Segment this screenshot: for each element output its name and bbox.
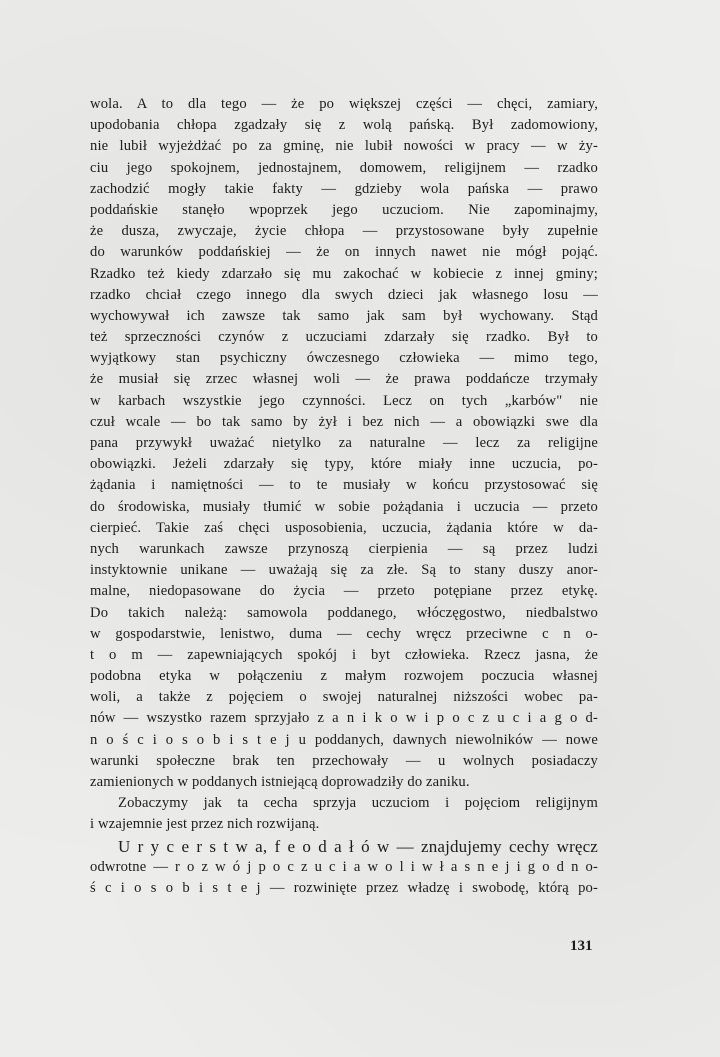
text-line: pana przywykł uważać nietylko za naturalne — lecz za religijne (90, 435, 598, 451)
text-line: czuł wcale — bo tak samo by żył i bez nich — a obowiązki swe dla (90, 413, 598, 430)
text-line: do warunków poddańskiej — że on innych nawet nie mógł pojąć. (90, 244, 598, 261)
text-line: wychowywał ich zawsze tak samo jak sam był wychowany. Stąd (90, 307, 598, 324)
text-line: nych warunkach zawsze przynoszą cierpienia — są przez ludzi (90, 540, 598, 557)
body-text (90, 94, 598, 899)
text-line: w karbach wszystkie jego czynności. Lecz on tych „karbów" nie (90, 392, 598, 409)
text-line: U r y c e r s t w a, f e o d a ł ó w — znajdujemy cechy wręcz (118, 836, 598, 856)
text-line: upodobania chłopa zgadzały się z wolą pańską. Był zadomowiony, (90, 117, 598, 134)
text-line: obowiązki. Jeżeli zdarzały się typy, które miały inne uczucia, po- (90, 456, 598, 473)
text-line: instyktownie unikane — uważają się za złe. Są to stany duszy anor- (90, 562, 598, 579)
text-line: ś c i o s o b i s t e j — rozwinięte przez władzę i swobodę, którą po- (90, 879, 598, 896)
text-line: i wzajemnie jest przez nich rozwijaną. (90, 816, 320, 833)
text-line: nie lubił wyjeżdżać po za gminę, nie lubił nowości w pracy — w ży- (90, 138, 598, 155)
text-line: cierpieć. Takie zaś chęci usposobienia, uczucia, żądania które w da- (90, 519, 598, 536)
text-line: odwrotne — r o z w ó j p o c z u c i a w o l i w ł a s n e j i g o d n o- (90, 858, 598, 875)
text-line: woli, a także z pojęciem o swojej naturalnej niższości wobec pa- (90, 689, 598, 706)
text-line: że musiał się zrzec własnej woli — że prawa poddańcze trzymały (90, 371, 598, 388)
text-line: n o ś c i o s o b i s t e j u poddanych, dawnych niewolników — nowe (90, 731, 598, 748)
text-line: ciu jego spokojnem, jednostajnem, domowem, religijnem — rzadko (90, 159, 598, 176)
text-line: do środowiska, musiały tłumić w sobie pożądania i uczucia — przeto (90, 498, 598, 515)
text-line: Do takich należą: samowola poddanego, włóczęgostwo, niedbalstwo (90, 604, 598, 621)
text-line: poddańskie stanęło wpoprzek jego uczuciom. Nie zapominajmy, (90, 201, 598, 218)
text-line: że dusza, zwyczaje, życie chłopa — przystosowane były zupełnie (90, 223, 598, 240)
text-line: żądania i namiętności — to te musiały w końcu przystosować się (90, 477, 598, 494)
text-line: warunki społeczne brak ten przechowały — u wolnych posiadaczy (90, 752, 598, 769)
text-line: wyjątkowy stan psychiczny ówczesnego człowieka — mimo tego, (90, 350, 598, 367)
text-line: Rzadko też kiedy zdarzało się mu zakochać w kobiecie z innej gminy; (90, 265, 598, 282)
text-line: nów — wszystko razem sprzyjało z a n i k o w i p o c z u c i a g o d- (90, 710, 598, 727)
text-line: w gospodarstwie, lenistwo, duma — cechy wręcz przeciwne c n o- (90, 625, 598, 642)
text-line: też sprzeczności czynów z uczuciami zdarzały się rzadko. Był to (90, 329, 598, 346)
text-line: zachodzić mogły takie fakty — gdzieby wola pańska — prawo (90, 180, 598, 197)
text-line: zamienionych w poddanych istniejącą doprowadziły do zaniku. (90, 774, 470, 790)
text-line: malne, niedopasowane do życia — przeto potępiane przez etykę. (90, 583, 598, 600)
text-line: podobna etyka w połączeniu z małym rozwojem poczucia własnej (90, 668, 598, 685)
text-line: rzadko chciał czego innego dla swych dzieci jak własnego losu — (90, 286, 598, 303)
page-number: 131 (570, 938, 593, 954)
text-line: t o m — zapewniających spokój i byt człowieka. Rzecz jasna, że (90, 646, 598, 663)
text-line: wola. A to dla tego — że po większej części — chęci, zamiary, (90, 96, 598, 112)
text-line: Zobaczymy jak ta cecha sprzyja uczuciom i pojęciom religijnym (118, 795, 598, 812)
